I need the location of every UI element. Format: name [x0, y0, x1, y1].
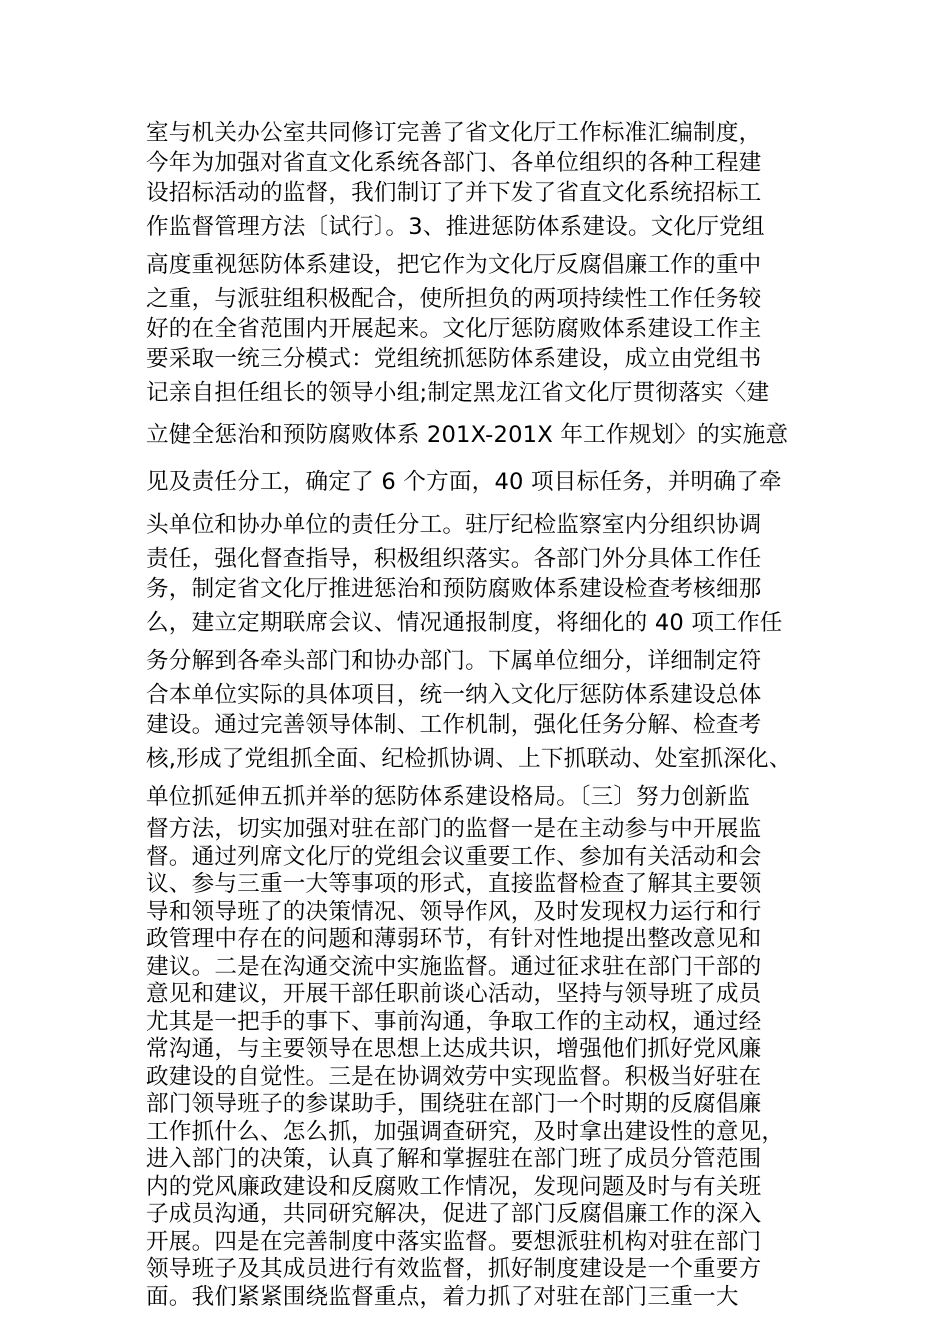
text-line: 作监督管理方法〔试行〕。3、推进惩防体系建设。文化厅党组 [146, 214, 765, 240]
text-line: 么，建立定期联席会议、情况通报制度，将细化的 40 项工作任 [146, 610, 783, 636]
text-line: 高度重视惩防体系建设，把它作为文化厅反腐倡廉工作的重中 [146, 252, 762, 278]
text-line: 内的党风廉政建设和反腐败工作情况，发现问题及时与有关班 [146, 1173, 762, 1200]
text-line: 责任，强化督查指导，积极组织落实。各部门外分具体工作任 [146, 546, 762, 572]
text-line: 室与机关办公室共同修订完善了省文化厅工作标准汇编制度， [146, 120, 762, 146]
text-line: 常沟通，与主要领导在思想上达成共识，增强他们抓好党风廉 [146, 1036, 762, 1062]
text-line: 单位抓延伸五抓并举的惩防体系建设格局。〔三〕努力创新监 [146, 784, 751, 810]
text-line: 立健全惩治和预防腐败体系 201X-201X 年工作规划〉的实施意 [146, 422, 789, 448]
text-line: 建议。二是在沟通交流中实施监督。通过征求驻在部门干部的 [146, 953, 762, 980]
text-line: 领导班子及其成员进行有效监督，抓好制度建设是一个重要方 [146, 1256, 762, 1282]
text-line: 要采取一统三分模式：党组统抓惩防体系建设，成立由党组书 [146, 346, 762, 372]
text-line: 见及责任分工，确定了 6 个方面，40 项目标任务，并明确了牵 [146, 469, 782, 495]
text-line: 核,形成了党组抓全面、纪检抓协调、上下抓联动、处室抓深化、 [146, 746, 792, 772]
text-line: 记亲自担任组长的领导小组;制定黑龙江省文化厅贯彻落实〈建 [146, 380, 770, 406]
text-line: 工作抓什么、怎么抓，加强调查研究，及时拿出建设性的意见， [146, 1118, 785, 1145]
text-line: 政建设的自觉性。三是在协调效劳中实现监督。积极当好驻在 [146, 1063, 762, 1090]
text-line: 务分解到各牵头部门和协办部门。下属单位细分，详细制定符 [146, 648, 762, 674]
text-line: 面。我们紧紧围绕监督重点，着力抓了对驻在部门三重一大 [146, 1283, 739, 1310]
text-line: 今年为加强对省直文化系统各部门、各单位组织的各种工程建 [146, 150, 762, 176]
text-line: 设招标活动的监督，我们制订了并下发了省直文化系统招标工 [146, 180, 762, 206]
text-line: 督。通过列席文化厅的党组会议重要工作、参加有关活动和会 [146, 843, 762, 870]
text-line: 建设。通过完善领导体制、工作机制，强化任务分解、检查考 [146, 712, 762, 738]
text-line: 头单位和协办单位的责任分工。驻厅纪检监察室内分组织协调 [146, 512, 762, 538]
text-line: 进入部门的决策，认真了解和掌握驻在部门班了成员分管范围 [146, 1146, 762, 1172]
text-line: 之重，与派驻组积极配合，使所担负的两项持续性工作任务较 [146, 286, 762, 312]
document-body-text [146, 118, 818, 1311]
text-line: 好的在全省范围内开展起来。文化厅惩防腐败体系建设工作主 [146, 316, 762, 342]
text-line: 开展。四是在完善制度中落实监督。要想派驻机构对驻在部门 [146, 1228, 762, 1255]
text-line: 导和领导班了的决策情况、领导作风，及时发现权力运行和行 [146, 898, 762, 925]
text-line: 部门领导班子的参谋助手，围绕驻在部门一个时期的反腐倡廉 [146, 1091, 762, 1117]
text-line: 子成员沟通，共同研究解决，促进了部门反腐倡廉工作的深入 [146, 1201, 762, 1227]
text-line: 督方法，切实加强对驻在部门的监督一是在主动参与中开展监 [146, 816, 762, 842]
text-line: 合本单位实际的具体项目，统一纳入文化厅惩防体系建设总体 [146, 682, 762, 708]
text-line: 议、参与三重一大等事项的形式，直接监督检查了解其主要领 [146, 871, 762, 897]
text-line: 务，制定省文化厅推进惩治和预防腐败体系建设检查考核细那 [146, 576, 762, 602]
text-line: 尤其是一把手的事下、事前沟通，争取工作的主动权，通过经 [146, 1008, 762, 1035]
text-line: 意见和建议，开展干部任职前谈心活动，坚持与领导班了成员 [146, 981, 762, 1007]
text-line: 政管理中存在的问题和薄弱环节，有针对性地提出整改意见和 [146, 926, 762, 952]
